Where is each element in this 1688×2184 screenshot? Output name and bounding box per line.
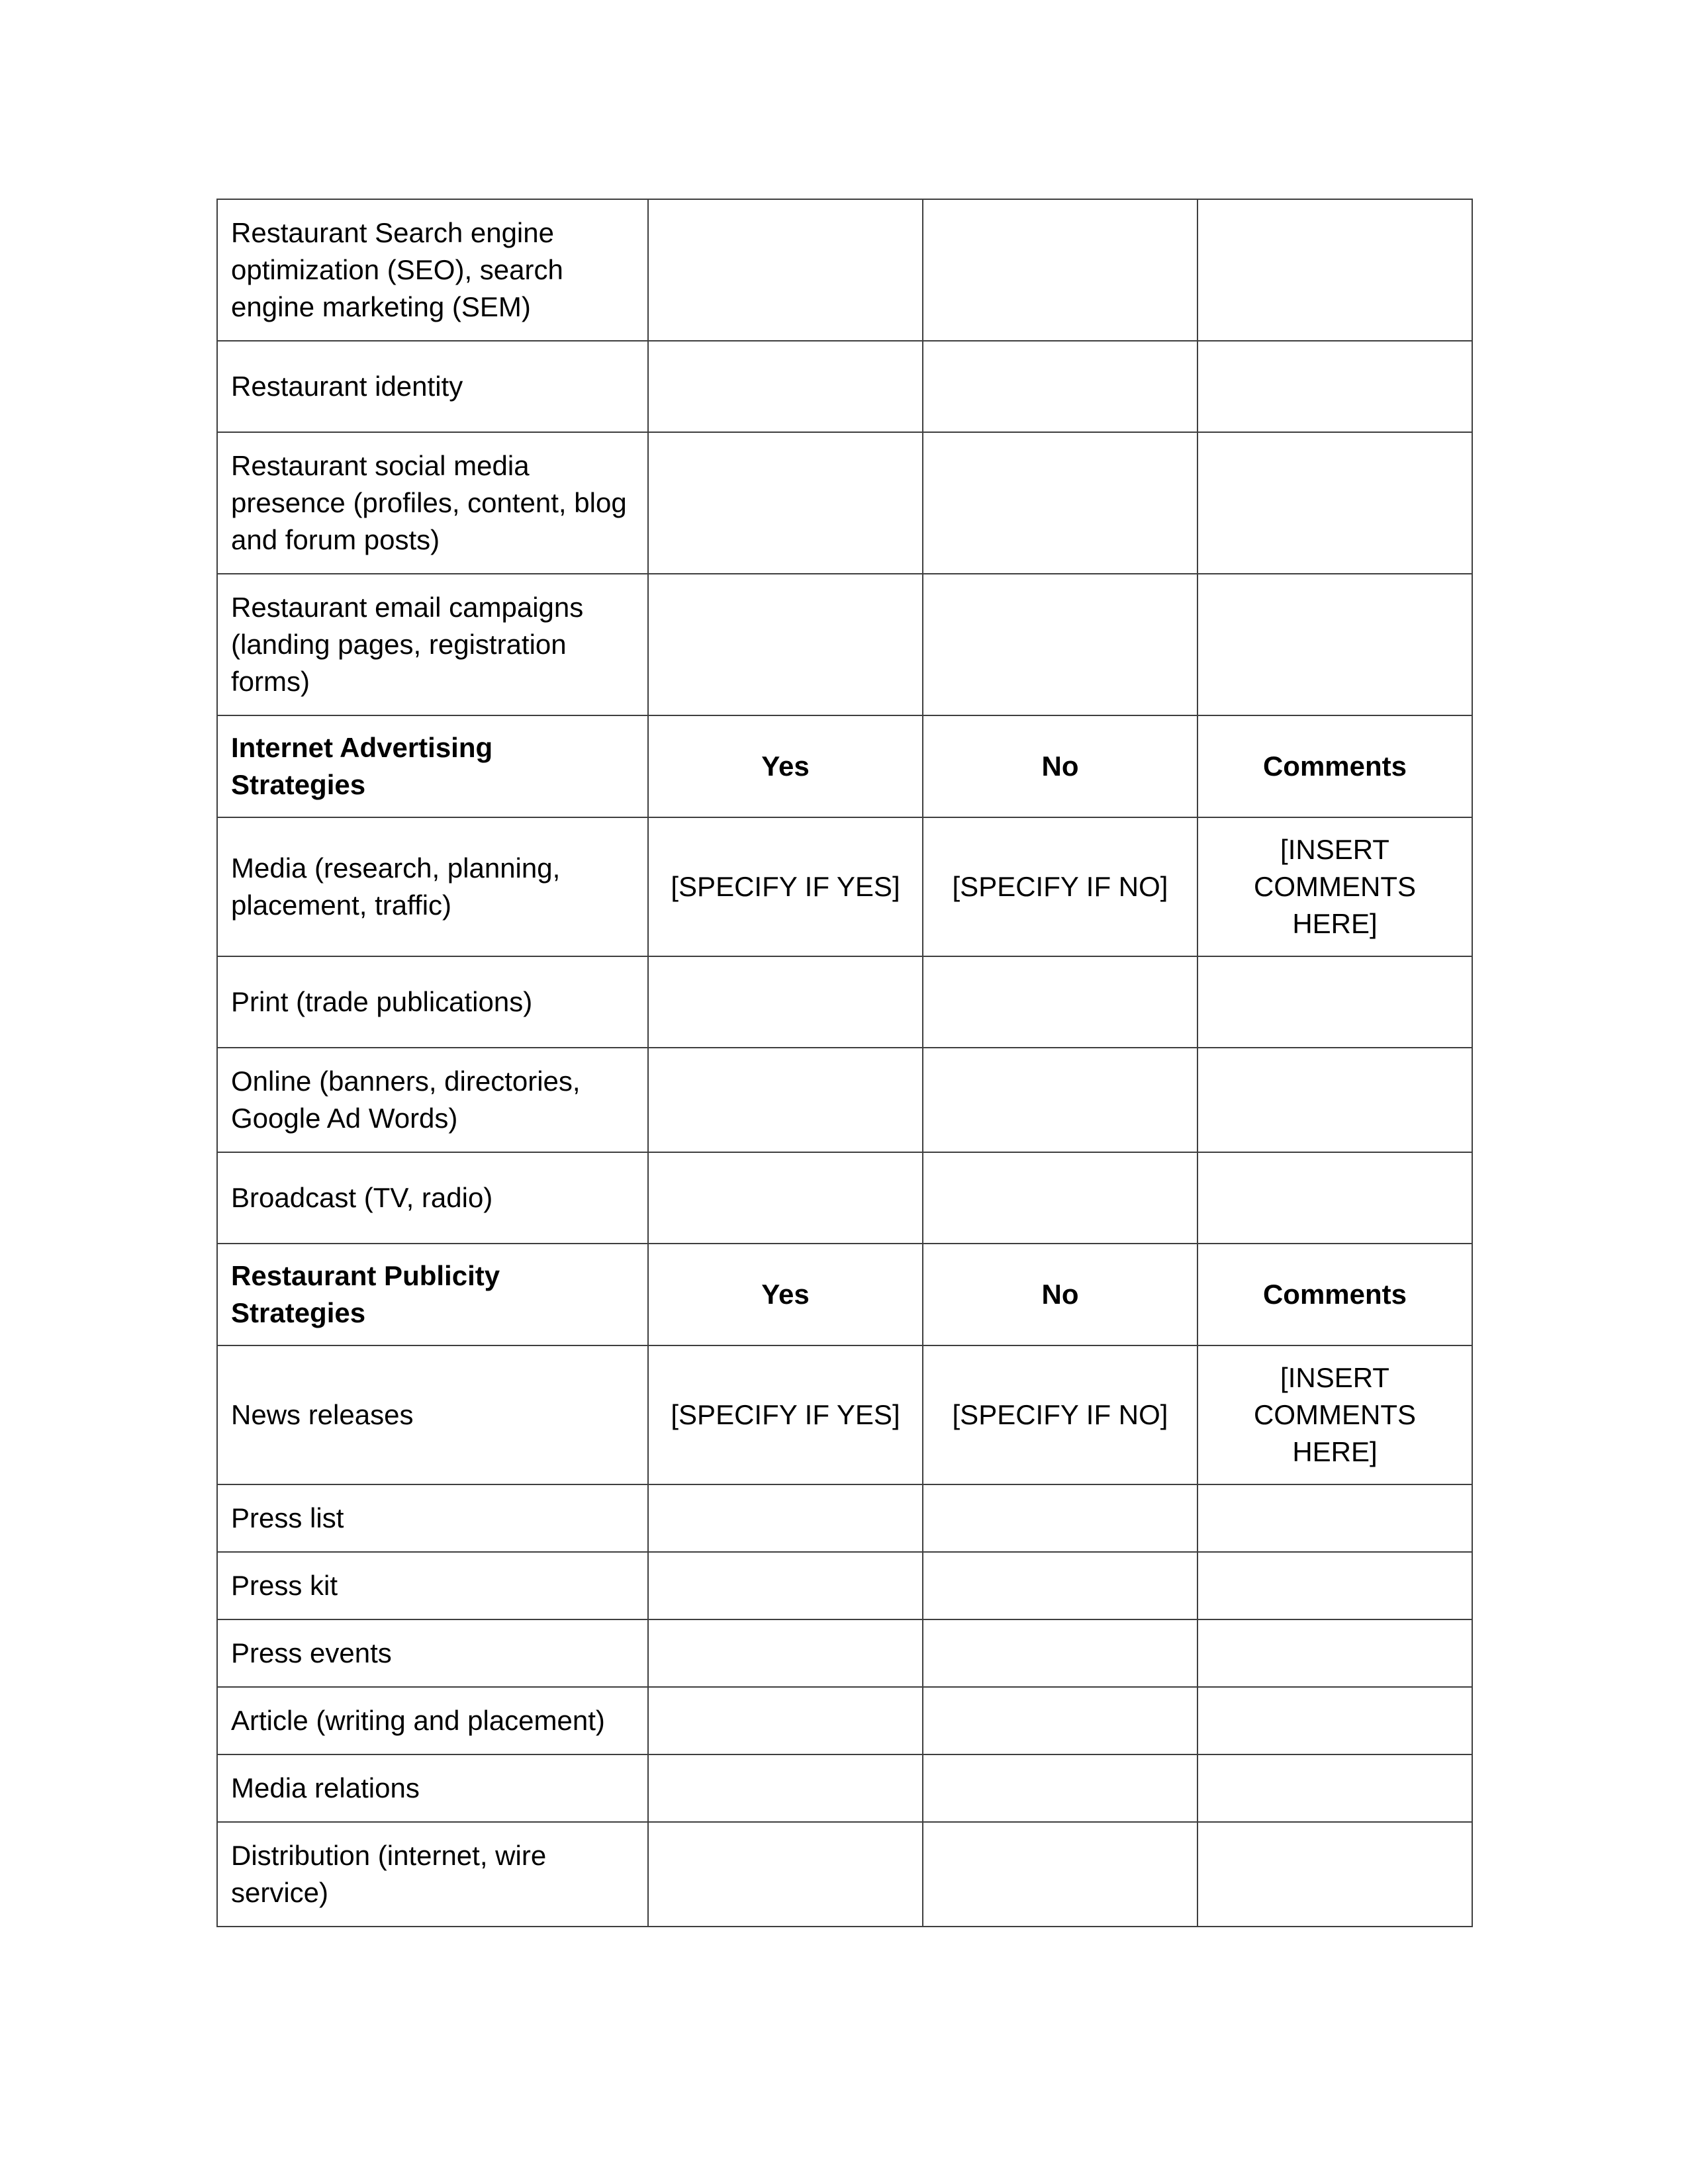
yes-cell[interactable] — [648, 1152, 923, 1244]
row-label: Media (research, planning, placement, traffic) — [217, 817, 648, 956]
comments-cell[interactable] — [1197, 199, 1472, 341]
comments-header: Comments — [1197, 715, 1472, 817]
row-label: Print (trade publications) — [217, 956, 648, 1048]
comments-cell[interactable] — [1197, 1687, 1472, 1754]
row-label: News releases — [217, 1345, 648, 1484]
yes-cell[interactable] — [648, 574, 923, 715]
row-label: Article (writing and placement) — [217, 1687, 648, 1754]
table-row — [217, 1619, 1472, 1687]
table-row — [217, 199, 1472, 341]
row-label: Media relations — [217, 1754, 648, 1822]
row-label: Restaurant identity — [217, 341, 648, 432]
row-label: Online (banners, directories, Google Ad Words) — [217, 1048, 648, 1152]
yes-cell[interactable] — [648, 1822, 923, 1927]
table-row — [217, 956, 1472, 1048]
no-cell[interactable]: [SPECIFY IF NO] — [923, 817, 1197, 956]
comments-cell[interactable] — [1197, 1754, 1472, 1822]
no-cell[interactable] — [923, 199, 1197, 341]
comments-cell[interactable]: [INSERT COMMENTS HERE] — [1197, 1345, 1472, 1484]
comments-cell[interactable] — [1197, 1048, 1472, 1152]
no-cell[interactable] — [923, 341, 1197, 432]
no-cell[interactable] — [923, 1048, 1197, 1152]
comments-cell[interactable] — [1197, 1552, 1472, 1619]
no-cell[interactable] — [923, 956, 1197, 1048]
comments-cell[interactable]: [INSERT COMMENTS HERE] — [1197, 817, 1472, 956]
no-cell[interactable] — [923, 1152, 1197, 1244]
no-cell[interactable]: [SPECIFY IF NO] — [923, 1345, 1197, 1484]
yes-cell[interactable] — [648, 341, 923, 432]
table-row — [217, 1048, 1472, 1152]
comments-cell[interactable] — [1197, 1822, 1472, 1927]
yes-cell[interactable] — [648, 1484, 923, 1552]
section-title: Internet Advertising Strategies — [217, 715, 648, 817]
row-label: Distribution (internet, wire service) — [217, 1822, 648, 1927]
no-cell[interactable] — [923, 1687, 1197, 1754]
table-row — [217, 1152, 1472, 1244]
table-row — [217, 1345, 1472, 1484]
yes-cell[interactable] — [648, 199, 923, 341]
row-label: Restaurant social media presence (profiles, content, blog and forum posts) — [217, 432, 648, 574]
row-label: Broadcast (TV, radio) — [217, 1152, 648, 1244]
table-row — [217, 341, 1472, 432]
table-row — [217, 574, 1472, 715]
row-label: Restaurant Search engine optimization (SEO), search engine marketing (SEM) — [217, 199, 648, 341]
yes-cell[interactable] — [648, 1552, 923, 1619]
strategy-table — [216, 199, 1473, 1927]
yes-cell[interactable] — [648, 432, 923, 574]
row-label: Press kit — [217, 1552, 648, 1619]
section-title: Restaurant Publicity Strategies — [217, 1244, 648, 1345]
no-cell[interactable] — [923, 1619, 1197, 1687]
no-cell[interactable] — [923, 432, 1197, 574]
section-header-advertising — [217, 715, 1472, 817]
yes-cell[interactable]: [SPECIFY IF YES] — [648, 1345, 923, 1484]
table-row — [217, 817, 1472, 956]
no-cell[interactable] — [923, 574, 1197, 715]
table-row — [217, 1687, 1472, 1754]
table-row — [217, 432, 1472, 574]
yes-cell[interactable]: [SPECIFY IF YES] — [648, 817, 923, 956]
comments-cell[interactable] — [1197, 956, 1472, 1048]
table-row — [217, 1754, 1472, 1822]
comments-cell[interactable] — [1197, 1484, 1472, 1552]
yes-header: Yes — [648, 715, 923, 817]
comments-cell[interactable] — [1197, 432, 1472, 574]
yes-cell[interactable] — [648, 1754, 923, 1822]
row-label: Press list — [217, 1484, 648, 1552]
no-cell[interactable] — [923, 1754, 1197, 1822]
comments-cell[interactable] — [1197, 341, 1472, 432]
no-header: No — [923, 715, 1197, 817]
yes-cell[interactable] — [648, 1619, 923, 1687]
comments-cell[interactable] — [1197, 1619, 1472, 1687]
row-label: Restaurant email campaigns (landing pages, registration forms) — [217, 574, 648, 715]
section-header-publicity — [217, 1244, 1472, 1345]
table-row — [217, 1484, 1472, 1552]
no-cell[interactable] — [923, 1552, 1197, 1619]
no-header: No — [923, 1244, 1197, 1345]
table-row — [217, 1822, 1472, 1927]
no-cell[interactable] — [923, 1484, 1197, 1552]
yes-cell[interactable] — [648, 1687, 923, 1754]
comments-cell[interactable] — [1197, 574, 1472, 715]
comments-header: Comments — [1197, 1244, 1472, 1345]
no-cell[interactable] — [923, 1822, 1197, 1927]
comments-cell[interactable] — [1197, 1152, 1472, 1244]
table-row — [217, 1552, 1472, 1619]
row-label: Press events — [217, 1619, 648, 1687]
yes-header: Yes — [648, 1244, 923, 1345]
yes-cell[interactable] — [648, 956, 923, 1048]
yes-cell[interactable] — [648, 1048, 923, 1152]
